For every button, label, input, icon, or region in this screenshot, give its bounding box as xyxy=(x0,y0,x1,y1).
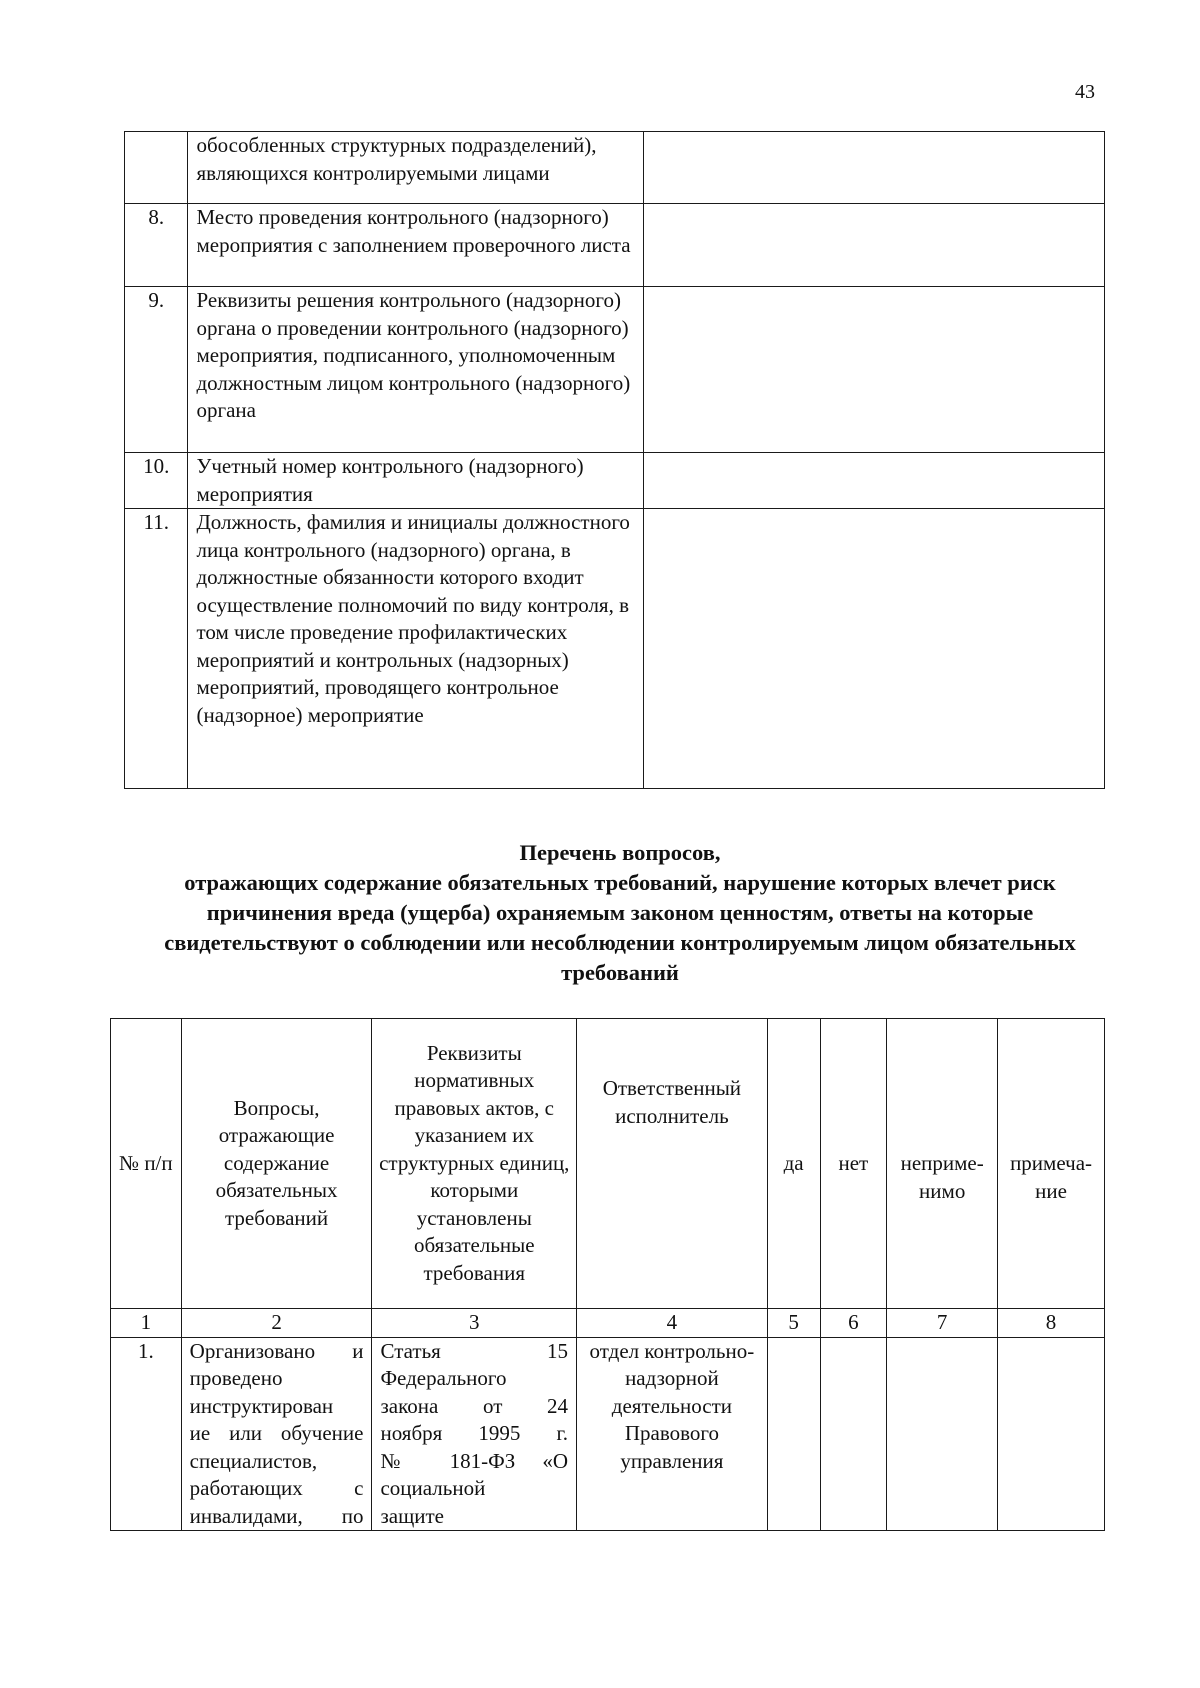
row-value xyxy=(643,509,1104,789)
page-number: 43 xyxy=(1075,81,1095,103)
row-description: Учетный номер контрольного (надзорного) мероприятия xyxy=(188,453,643,509)
column-numbers-row xyxy=(111,1309,1105,1338)
column-number: 3 xyxy=(372,1309,577,1338)
column-number: 5 xyxy=(767,1309,820,1338)
row-yes xyxy=(767,1337,820,1531)
heading-subtitle: отражающих содержание обязательных требований, нарушение которых влечет риск причинения вреда (ущерба) охраняемым законом ценностям, ответы на которые свидетельствуют о соблюдении или несоблюдении контролируемым лицом обязательных требований xyxy=(164,870,1076,985)
header-row xyxy=(111,1019,1105,1309)
row-description: обособленных структурных подразделений), являющихся контролируемыми лицами xyxy=(188,132,643,204)
header-number: № п/п xyxy=(111,1019,182,1309)
row-description: Должность, фамилия и инициалы должностного лица контрольного (надзорного) органа, в должностные обязанности которого входит осуществление полномочий по виду контроля, в том числе проведение профилактических мероприятий и контрольных (надзорных) мероприятий, проводящего контрольное (надзорное) мероприятие xyxy=(188,509,643,789)
row-number: 8. xyxy=(125,204,188,287)
row-legal-act: Статья 15 Федерального закона от 24 ноября 1995 г. № 181-ФЗ «О социальной защите xyxy=(372,1337,577,1531)
column-number: 4 xyxy=(577,1309,768,1338)
column-number: 8 xyxy=(998,1309,1105,1338)
row-value xyxy=(643,287,1104,453)
row-question: Организовано и проведено инструктирован ие или обучение специалистов, работающих с инвалидами, по xyxy=(181,1337,372,1531)
header-responsible: Ответственный исполнитель xyxy=(577,1019,768,1309)
column-number: 6 xyxy=(820,1309,887,1338)
row-number: 9. xyxy=(125,287,188,453)
row-value xyxy=(643,132,1104,204)
requirements-checklist-table xyxy=(110,1018,1105,1531)
column-number: 1 xyxy=(111,1309,182,1338)
header-not-applicable: неприме-нимо xyxy=(887,1019,998,1309)
header-legal-acts: Реквизиты нормативных правовых актов, с указанием их структурных единиц, которыми установлены обязательные требования xyxy=(372,1019,577,1309)
table-row xyxy=(111,1337,1105,1531)
row-value xyxy=(643,453,1104,509)
row-note xyxy=(998,1337,1105,1531)
row-description: Место проведения контрольного (надзорного) мероприятия с заполнением проверочного листа xyxy=(188,204,643,287)
row-not-applicable xyxy=(887,1337,998,1531)
row-number xyxy=(125,132,188,204)
header-no: нет xyxy=(820,1019,887,1309)
column-number: 2 xyxy=(181,1309,372,1338)
row-responsible: отдел контрольно-надзорной деятельности Правового управления xyxy=(577,1337,768,1531)
table-row xyxy=(125,453,1105,509)
row-number: 1. xyxy=(111,1337,182,1531)
table-row xyxy=(125,204,1105,287)
column-number: 7 xyxy=(887,1309,998,1338)
header-note: примеча-ние xyxy=(998,1019,1105,1309)
table-row xyxy=(125,287,1105,453)
row-no xyxy=(820,1337,887,1531)
row-number: 11. xyxy=(125,509,188,789)
header-questions: Вопросы, отражающие содержание обязательных требований xyxy=(181,1019,372,1309)
row-number: 10. xyxy=(125,453,188,509)
row-value xyxy=(643,204,1104,287)
table-row xyxy=(125,132,1105,204)
header-yes: да xyxy=(767,1019,820,1309)
section-heading xyxy=(130,838,1110,988)
checklist-info-table xyxy=(124,131,1105,789)
heading-title: Перечень вопросов, xyxy=(519,840,721,865)
row-description: Реквизиты решения контрольного (надзорного) органа о проведении контрольного (надзорного) мероприятия, подписанного, уполномоченным должностным лицом контрольного (надзорного) органа xyxy=(188,287,643,453)
table-row xyxy=(125,509,1105,789)
